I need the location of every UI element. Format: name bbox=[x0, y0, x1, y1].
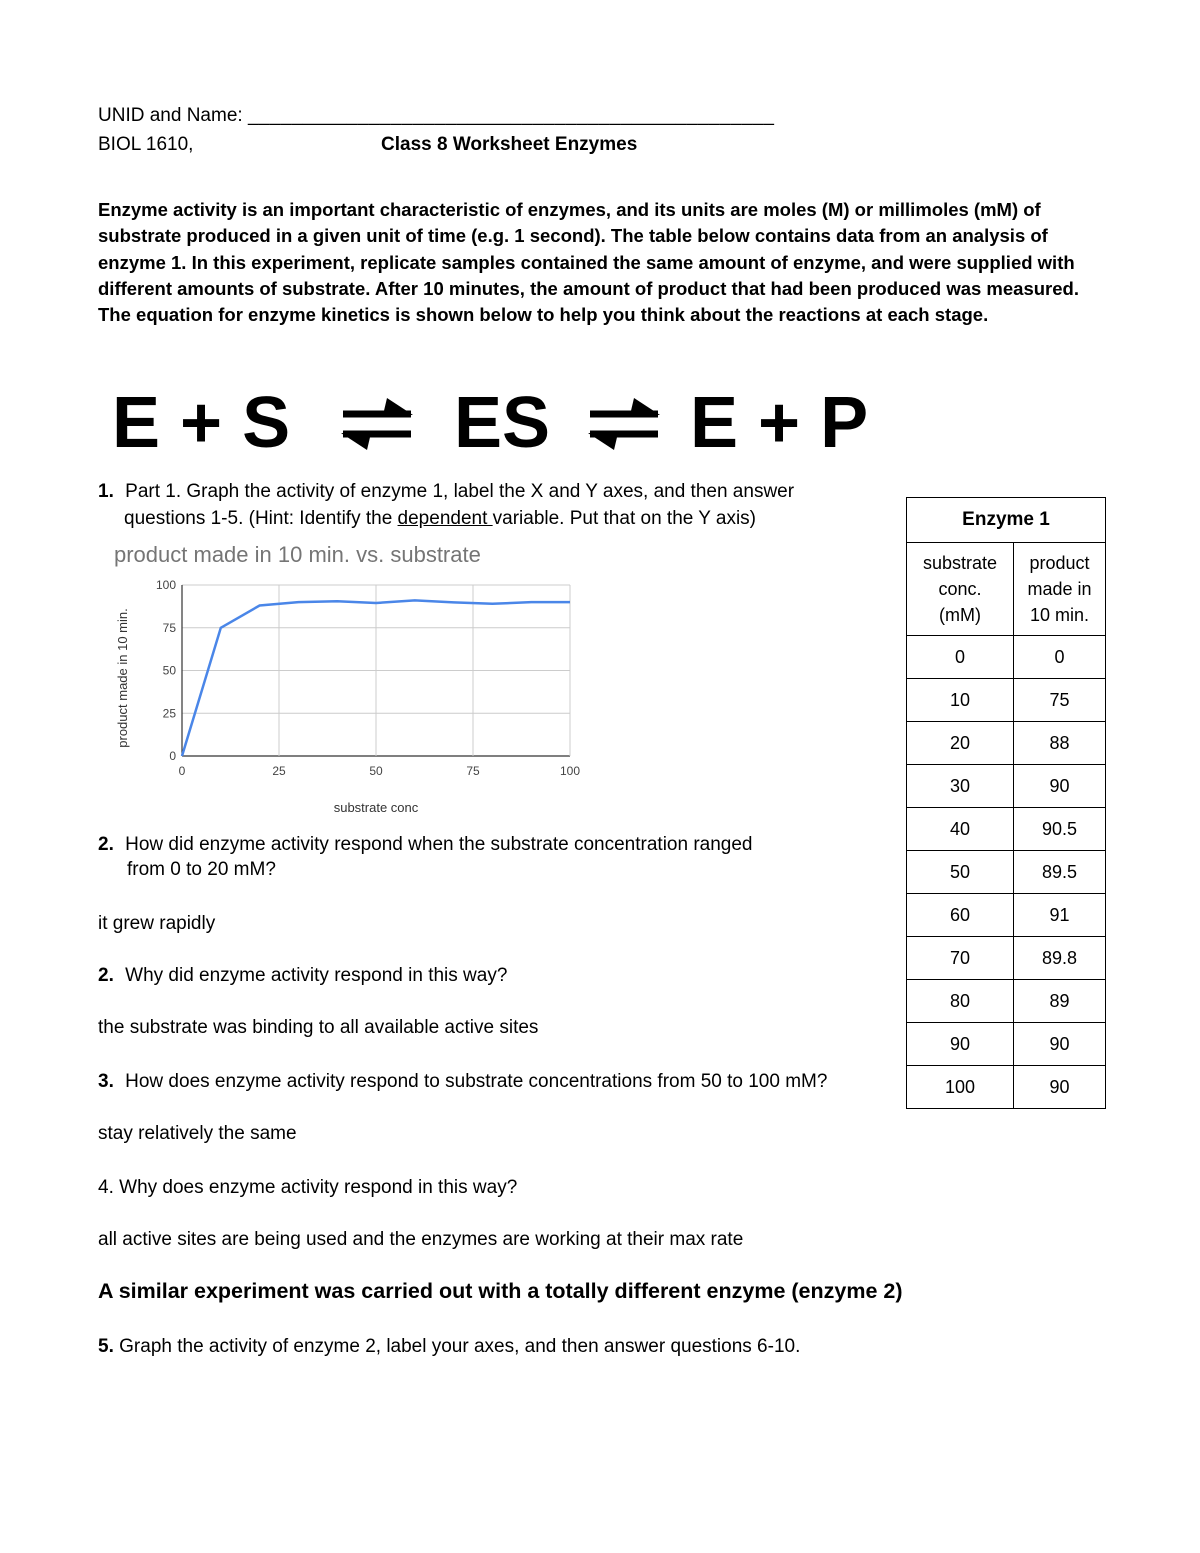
answer-4[interactable]: all active sites are being used and the enzymes are working at their max rate bbox=[98, 1229, 744, 1250]
y-tick-label: 25 bbox=[162, 706, 176, 721]
enzyme-1-table bbox=[906, 497, 1106, 1109]
table-row bbox=[907, 808, 1106, 851]
chart-title: product made in 10 min. vs. substrate bbox=[114, 542, 481, 567]
answer-3[interactable]: stay relatively the same bbox=[98, 1123, 297, 1144]
product-cell: 90 bbox=[1014, 765, 1106, 808]
question-text: How does enzyme activity respond to substrate concentrations from 50 to 100 mM? bbox=[125, 1071, 828, 1092]
y-axis-label: product made in 10 min. bbox=[115, 608, 130, 748]
question-text: Why does enzyme activity respond in this way? bbox=[119, 1177, 518, 1198]
y-tick-label: 100 bbox=[155, 578, 176, 592]
substrate-cell: 20 bbox=[907, 722, 1014, 765]
question-text: How did enzyme activity respond when the substrate concentration ranged bbox=[125, 834, 753, 855]
product-cell: 90 bbox=[1014, 1023, 1106, 1066]
y-tick-label: 75 bbox=[162, 620, 176, 635]
question-text: variable. Put that on the Y axis) bbox=[492, 508, 756, 529]
question-number: 1. bbox=[98, 481, 114, 502]
header-line: conc. bbox=[938, 579, 982, 599]
header-line: product bbox=[1029, 553, 1090, 573]
header-line: substrate bbox=[922, 553, 998, 573]
answer-2[interactable]: it grew rapidly bbox=[98, 913, 216, 934]
question-2 bbox=[98, 832, 753, 858]
x-tick-label: 100 bbox=[559, 764, 581, 778]
substrate-cell: 0 bbox=[907, 636, 1014, 679]
product-cell: 89 bbox=[1014, 980, 1106, 1023]
substrate-cell: 10 bbox=[907, 679, 1014, 722]
intro-paragraph: Enzyme activity is an important characteristic of enzymes, and its units are moles (M) or millimoles (mM) of substrate produced in a given unit of time (e.g. 1 second). The table below contains data from an analysis of enzyme 1. In this experiment, replicate samples contained the same amount of enzyme, and were supplied with different amounts of substrate. After 10 minutes, the amount of product that had been produced was measured. The equation for enzyme kinetics is shown below to help you think about the reactions at each stage. bbox=[98, 199, 1079, 326]
question-2b bbox=[98, 963, 507, 989]
question-text: Part 1. Graph the activity of enzyme 1, label the X and Y axes, and then answer bbox=[125, 481, 795, 502]
question-5 bbox=[98, 1334, 800, 1360]
question-number: 4. bbox=[98, 1177, 114, 1198]
table-row bbox=[907, 1023, 1106, 1066]
column-header-substrate bbox=[907, 543, 1014, 636]
question-number: 2. bbox=[98, 834, 114, 855]
question-3 bbox=[98, 1069, 827, 1095]
equation-reactants: E + S bbox=[112, 383, 291, 463]
product-cell: 89.5 bbox=[1014, 851, 1106, 894]
header-line: (mM) bbox=[939, 605, 981, 625]
unid-label-text: UNID and Name: bbox=[98, 105, 243, 126]
question-1 bbox=[98, 479, 794, 505]
equation-products: E + P bbox=[690, 383, 869, 463]
column-header-product bbox=[1014, 543, 1106, 636]
table-row bbox=[907, 679, 1106, 722]
y-tick-label: 50 bbox=[162, 663, 176, 678]
product-cell: 88 bbox=[1014, 722, 1106, 765]
unid-blank-line[interactable]: ________________________________________________ bbox=[247, 105, 775, 126]
equilibrium-arrow-icon bbox=[584, 396, 664, 452]
product-cell: 91 bbox=[1014, 894, 1106, 937]
question-text: Graph the activity of enzyme 2, label your axes, and then answer questions 6-10. bbox=[119, 1336, 801, 1357]
x-tick-label: 75 bbox=[466, 764, 480, 778]
substrate-cell: 80 bbox=[907, 980, 1014, 1023]
question-4 bbox=[98, 1175, 517, 1201]
table-row bbox=[907, 722, 1106, 765]
enzyme-1-line-chart bbox=[100, 572, 600, 822]
answer-2b[interactable]: the substrate was binding to all available active sites bbox=[98, 1017, 539, 1038]
table-row bbox=[907, 636, 1106, 679]
equilibrium-arrow-icon bbox=[337, 396, 417, 452]
section-2-heading: A similar experiment was carried out with a totally different enzyme (enzyme 2) bbox=[98, 1279, 903, 1303]
question-1-line2 bbox=[124, 506, 756, 532]
table-title: Enzyme 1 bbox=[907, 498, 1106, 543]
question-text: questions 1-5. (Hint: Identify the bbox=[124, 508, 398, 529]
x-tick-label: 50 bbox=[369, 764, 383, 778]
substrate-cell: 70 bbox=[907, 937, 1014, 980]
substrate-cell: 30 bbox=[907, 765, 1014, 808]
table-row bbox=[907, 1066, 1106, 1109]
x-tick-label: 25 bbox=[272, 764, 286, 778]
y-tick-label: 0 bbox=[169, 749, 176, 763]
table-row bbox=[907, 851, 1106, 894]
header-line: 10 min. bbox=[1029, 605, 1090, 625]
question-number: 5. bbox=[98, 1336, 114, 1357]
table-row bbox=[907, 937, 1106, 980]
product-cell: 75 bbox=[1014, 679, 1106, 722]
product-cell: 0 bbox=[1014, 636, 1106, 679]
header-line: made in bbox=[1027, 579, 1092, 599]
course-code: BIOL 1610, bbox=[98, 134, 194, 155]
equation-complex: ES bbox=[454, 383, 551, 463]
question-number: 2. bbox=[98, 965, 114, 986]
worksheet-title: Class 8 Worksheet Enzymes bbox=[381, 134, 638, 155]
substrate-cell: 100 bbox=[907, 1066, 1014, 1109]
substrate-cell: 40 bbox=[907, 808, 1014, 851]
x-tick-label: 0 bbox=[178, 764, 186, 778]
question-2-line2: from 0 to 20 mM? bbox=[127, 859, 276, 880]
product-cell: 89.8 bbox=[1014, 937, 1106, 980]
unid-label bbox=[98, 103, 774, 129]
table-row bbox=[907, 765, 1106, 808]
table-row bbox=[907, 894, 1106, 937]
product-cell: 90.5 bbox=[1014, 808, 1106, 851]
substrate-cell: 90 bbox=[907, 1023, 1014, 1066]
question-number: 3. bbox=[98, 1071, 114, 1092]
substrate-cell: 50 bbox=[907, 851, 1014, 894]
dependent-word: dependent bbox=[397, 508, 493, 529]
question-text: Why did enzyme activity respond in this way? bbox=[125, 965, 508, 986]
substrate-cell: 60 bbox=[907, 894, 1014, 937]
table-row bbox=[907, 980, 1106, 1023]
product-cell: 90 bbox=[1014, 1066, 1106, 1109]
x-axis-label: substrate conc bbox=[333, 800, 419, 815]
